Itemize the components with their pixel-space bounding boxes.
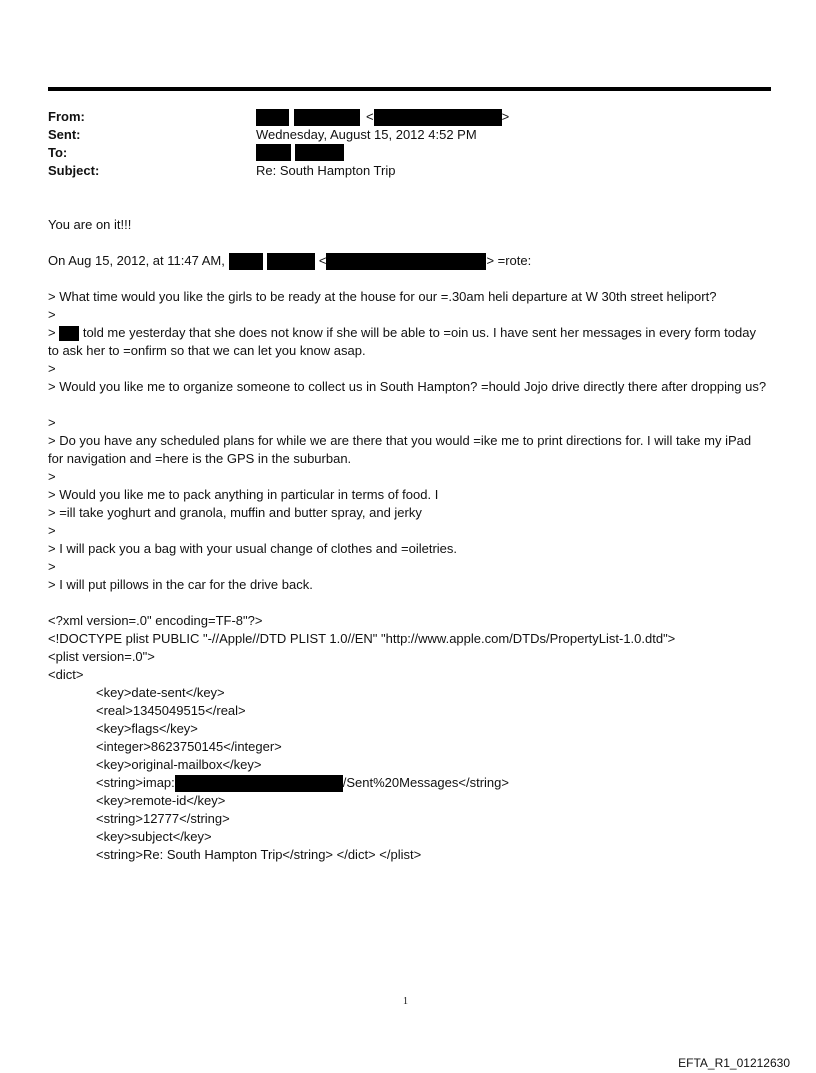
bates-number: EFTA_R1_01212630 [678, 1056, 790, 1070]
quote-marker: > [48, 325, 56, 340]
redaction-block [256, 109, 289, 126]
plist-line: <string>12777</string> [96, 811, 230, 826]
redaction-block [256, 144, 291, 161]
plist-xml-decl: <?xml version=.0" encoding=TF-8"?> [48, 613, 263, 628]
plist-line: <key>remote-id</key> [96, 793, 226, 808]
redaction-block [59, 326, 79, 341]
subject-value: Re: South Hampton Trip [256, 163, 396, 178]
plist-line: <real>1345049515</real> [96, 703, 246, 718]
quoted-paragraph: > Do you have any scheduled plans for while we are there that you would =ike me to print directions for. I will take my iPad for navigation and =here is the GPS in the suburban. [48, 433, 752, 466]
to-label: To: [48, 145, 68, 160]
page-number: 1 [403, 996, 408, 1007]
subject-label: Subject: [48, 163, 100, 178]
quoted-paragraph [48, 324, 768, 360]
plist-line: <key>subject</key> [96, 829, 212, 844]
quoted-line: > [48, 415, 56, 430]
from-lt: < [366, 109, 374, 124]
quoted-line: > I will pack you a bag with your usual change of clothes and =oiletries. [48, 541, 458, 556]
quoted-line: > =ill take yoghurt and granola, muffin and butter spray, and jerky [48, 505, 422, 520]
quoted-text: told me yesterday that she does not know if she will be able to =oin us. I have sent her messages in every form today to ask her to =onfirm so that we can let you know asap. [48, 325, 756, 358]
from-gt: > [501, 109, 510, 124]
sent-label: Sent: [48, 127, 81, 142]
quoted-line: > [48, 523, 56, 538]
from-label: From: [48, 109, 85, 124]
plist-line: <integer>8623750145</integer> [96, 739, 282, 754]
attribution-line [48, 252, 768, 270]
redaction-block [229, 253, 263, 270]
imap-prefix: <string>imap: [96, 775, 175, 790]
redaction-block [294, 109, 360, 126]
to-value [256, 144, 344, 161]
sent-value: Wednesday, August 15, 2012 4:52 PM [256, 127, 477, 142]
quoted-paragraph: > Would you like me to organize someone to collect us in South Hampton? =hould Jojo drive directly there after dropping us? [48, 379, 767, 394]
quoted-line: > Would you like me to pack anything in particular in terms of food. I [48, 487, 439, 502]
redaction-block [295, 144, 344, 161]
redaction-block [374, 109, 502, 126]
plist-line: <key>flags</key> [96, 721, 198, 736]
plist-line: <key>date-sent</key> [96, 685, 225, 700]
attribution-lt: < [318, 253, 327, 268]
plist-doctype: <!DOCTYPE plist PUBLIC "-//Apple//DTD PLIST 1.0//EN" "http://www.apple.com/DTDs/PropertyList-1.0.dtd"> [48, 631, 676, 646]
quoted-line: > What time would you like the girls to be ready at the house for our =.30am heli departure at W 30th street heliport? [48, 289, 717, 304]
quoted-line: > I will put pillows in the car for the drive back. [48, 577, 313, 592]
quoted-line: > [48, 559, 56, 574]
quoted-line: > [48, 307, 56, 322]
reply-text: You are on it!!! [48, 217, 132, 232]
redaction-block [326, 253, 486, 270]
redaction-block [175, 775, 343, 792]
plist-line: <string>Re: South Hampton Trip</string> </dict> </plist> [96, 847, 422, 862]
attribution-suffix: > =rote: [486, 253, 532, 268]
plist-imap-line [48, 774, 816, 792]
plist-line: <key>original-mailbox</key> [96, 757, 262, 772]
quoted-line: > [48, 469, 56, 484]
redaction-block [267, 253, 315, 270]
from-value [256, 108, 509, 126]
plist-open: <plist version=.0"> [48, 649, 155, 664]
quoted-line: > [48, 361, 56, 376]
attribution-prefix: On Aug 15, 2012, at 11:47 AM, [48, 253, 225, 268]
header-rule [48, 87, 771, 91]
plist-dict-open: <dict> [48, 667, 84, 682]
imap-suffix: /Sent%20Messages</string> [342, 775, 509, 790]
